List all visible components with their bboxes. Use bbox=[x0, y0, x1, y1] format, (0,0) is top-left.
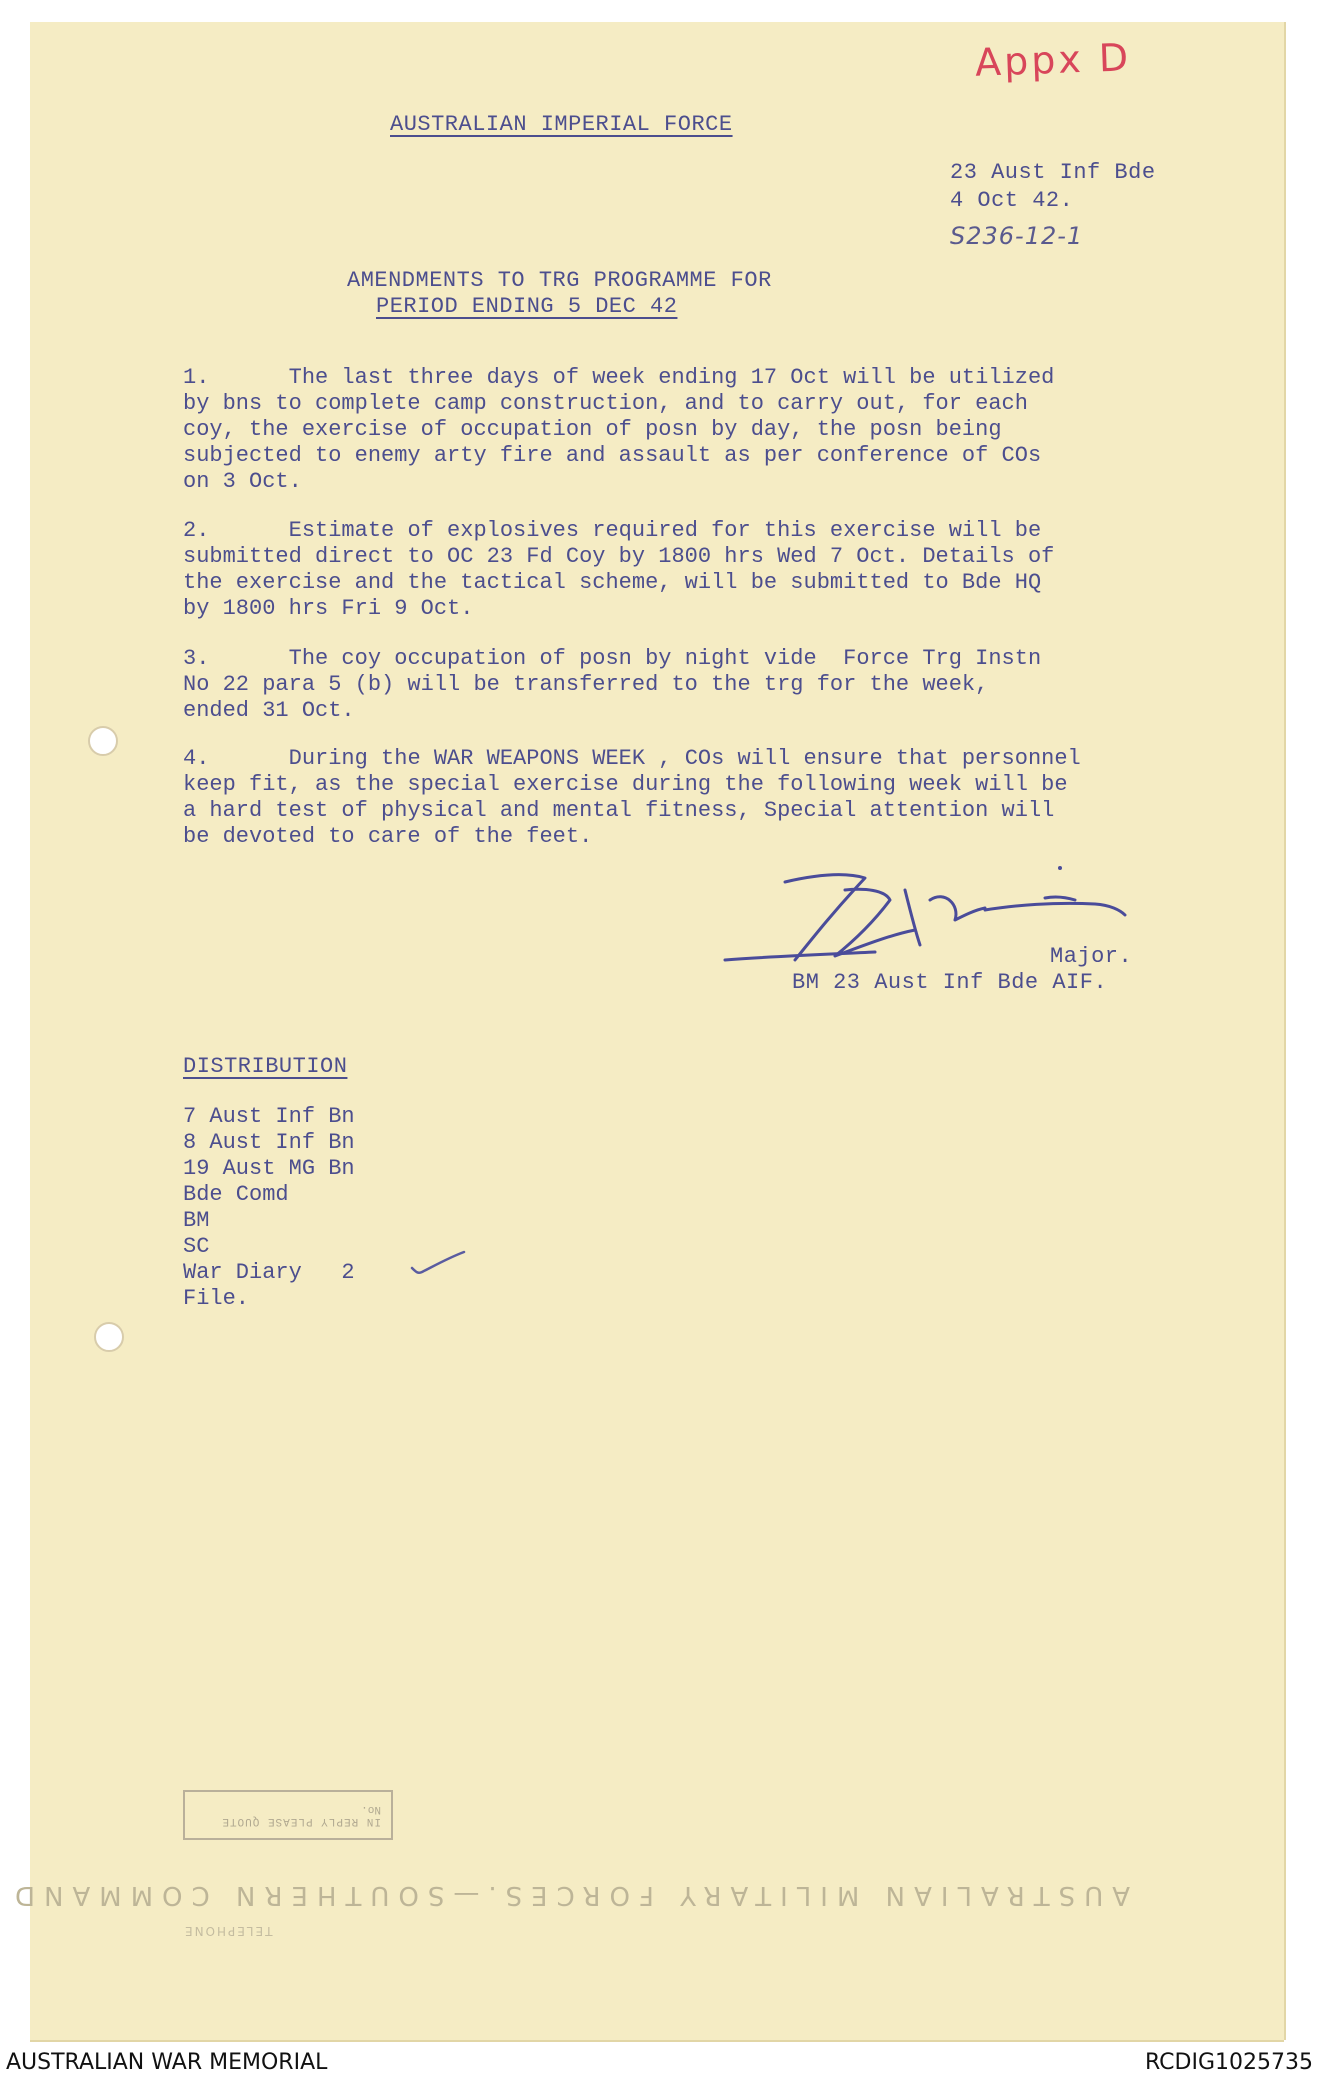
distribution-item: BM bbox=[183, 1208, 210, 1233]
header-title: AUSTRALIAN IMPERIAL FORCE bbox=[390, 112, 733, 137]
document-page bbox=[5, 22, 1284, 2040]
stamp-text: IN REPLY PLEASE QUOTE bbox=[221, 1815, 381, 1827]
signature-dot bbox=[1058, 866, 1062, 870]
distribution-item: SC bbox=[183, 1234, 210, 1259]
paragraph-number: 3. bbox=[183, 646, 210, 671]
paragraph-text: During the WAR WEAPONS WEEK , COs will ensure that personnel keep fit, as the special exercise during the following week will be a hard test of physical and mental fitness, Special attention will be devoted to care of the feet. bbox=[183, 746, 1081, 849]
distribution-item: 8 Aust Inf Bn bbox=[183, 1130, 355, 1155]
distribution-list bbox=[183, 1104, 355, 1312]
paragraph-number: 4. bbox=[183, 746, 210, 771]
handwritten-appendix-tag: Appx D bbox=[974, 35, 1132, 85]
punch-hole-top bbox=[88, 726, 118, 756]
footer-archive-id: RCDIG1025735 bbox=[1144, 2050, 1313, 2075]
signature-rank: Major. bbox=[1050, 944, 1133, 969]
paragraph-text: Estimate of explosives required for this exercise will be submitted direct to OC 23 Fd Coy by 1800 hrs Wed 7 Oct. Details of the exercise and the tactical scheme, will be submitted to Bde HQ by 1800 hrs Fri 9 Oct. bbox=[183, 518, 1055, 621]
paragraph-text: The coy occupation of posn by night vide Force Trg Instn No 22 para 5 (b) will be transferred to the trg for the week, ended 31 Oct. bbox=[183, 646, 1042, 723]
file-reference: S236-12-1 bbox=[950, 222, 1084, 250]
paragraph-4 bbox=[183, 746, 1233, 850]
footer-archive-name: AUSTRALIAN WAR MEMORIAL bbox=[6, 2050, 328, 2075]
reply-stamp-bleed bbox=[183, 1790, 393, 1840]
distribution-item: War Diary 2 bbox=[183, 1260, 355, 1285]
paragraph-3 bbox=[183, 646, 1233, 724]
subject-line-2: PERIOD ENDING 5 DEC 42 bbox=[376, 294, 678, 319]
letterhead-bleed-through: AUSTRALIAN MILITARY FORCES.—SOUTHERN COMMAND bbox=[5, 1880, 1130, 1910]
paragraph-1 bbox=[183, 365, 1233, 495]
subject-line-1: AMENDMENTS TO TRG PROGRAMME FOR bbox=[347, 268, 772, 293]
paragraph-2 bbox=[183, 518, 1233, 622]
distribution-heading: DISTRIBUTION bbox=[183, 1054, 348, 1079]
paragraph-text: The last three days of week ending 17 Oct will be utilized by bns to complete camp construction, and to carry out, for each coy, the exercise of occupation of posn by day, the posn being subjected to enemy arty fire and assault as per conference of COs on 3 Oct. bbox=[183, 365, 1055, 494]
distribution-item: 19 Aust MG Bn bbox=[183, 1156, 355, 1181]
punch-hole-bottom bbox=[94, 1322, 124, 1352]
stamp-number: No. bbox=[361, 1803, 381, 1815]
signature-appointment: BM 23 Aust Inf Bde AIF. bbox=[792, 970, 1108, 995]
paragraph-number: 1. bbox=[183, 365, 210, 390]
telephone-bleed-through: TELEPHONE bbox=[183, 1924, 273, 1938]
distribution-item: File. bbox=[183, 1286, 250, 1311]
from-unit: 23 Aust Inf Bde bbox=[950, 160, 1156, 185]
distribution-item: Bde Comd bbox=[183, 1182, 289, 1207]
paragraph-number: 2. bbox=[183, 518, 210, 543]
check-mark-icon bbox=[408, 1250, 468, 1280]
distribution-item: 7 Aust Inf Bn bbox=[183, 1104, 355, 1129]
document-date: 4 Oct 42. bbox=[950, 188, 1074, 213]
